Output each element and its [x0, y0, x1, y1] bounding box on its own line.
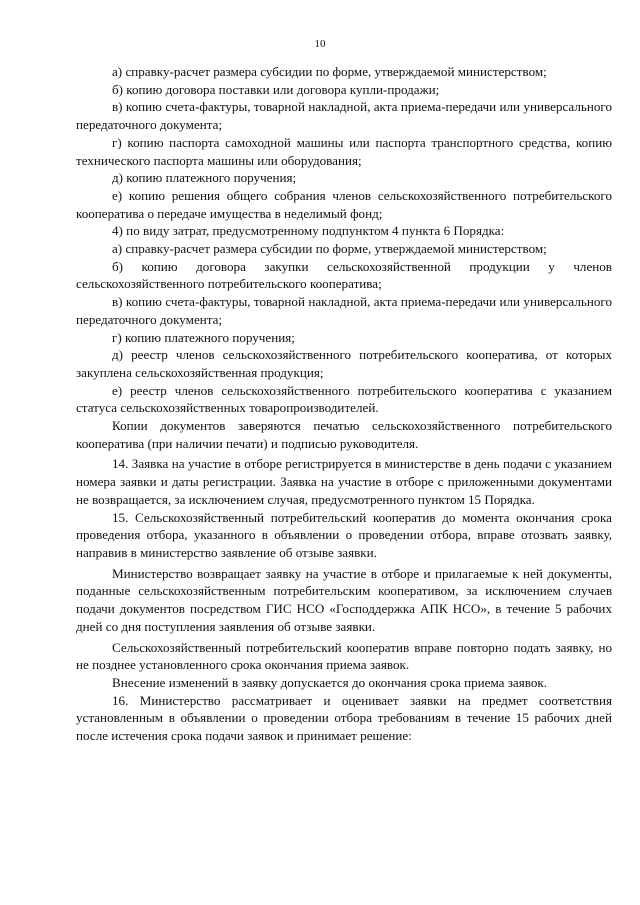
document-body [76, 63, 612, 745]
paragraph: 16. Министерство рассматривает и оценивает заявки на предмет соответствия установленным в объявлении о проведении отбора требованиям в течение 15 рабочих дней после истечения срока подачи заявок и принимает решение: [76, 692, 612, 744]
paragraph: а) справку-расчет размера субсидии по форме, утверждаемой министерством; [112, 64, 547, 79]
paragraph: в) копию счета-фактуры, товарной накладной, акта приема-передачи или универсального передаточного документа; [76, 99, 612, 133]
paragraph: в) копию счета-фактуры, товарной накладной, акта приема-передачи или универсального передаточного документа; [76, 294, 612, 327]
paragraph: д) реестр членов сельскохозяйственного потребительского кооператива, от которых закуплена сельскохозяйственная продукция; [76, 347, 612, 380]
paragraph: Внесение изменений в заявку допускается до окончания срока приема заявок. [112, 674, 548, 690]
paragraph: 4) по виду затрат, предусмотренному подпунктом 4 пункта 6 Порядка: [112, 223, 505, 239]
paragraph: б) копию договора закупки сельскохозяйственной продукции у членов сельскохозяйственного потребительского кооператива; [76, 258, 612, 292]
paragraph: е) реестр членов сельскохозяйственного потребительского кооператива с указанием статуса сельскохозяйственных товаропроизводителей. [76, 382, 612, 416]
paragraph: г) копию паспорта самоходной машины или паспорта транспортного средства, копию технического паспорта машины или оборудования; [76, 134, 612, 168]
paragraph: е) копию решения общего собрания членов сельскохозяйственного потребительского кооператива о передаче имущества в неделимый фонд; [76, 187, 612, 221]
paragraph: д) копию платежного поручения; [112, 170, 297, 186]
paragraph: Министерство возвращает заявку на участие в отборе и прилагаемые к ней документы, поданные сельскохозяйственным потребительским кооперативом, за исключением случаев подачи документов посредством ГИС НСО «Господдержка АПК НСО», в течение 5 рабочих дней со дня поступления заявления об отзыве заявки. [76, 565, 612, 634]
paragraph: б) копию договора поставки или договора купли-продажи; [112, 81, 440, 97]
paragraph: г) копию платежного поручения; [112, 329, 295, 345]
paragraph: а) справку-расчет размера субсидии по форме, утверждаемой министерством; [112, 241, 547, 257]
paragraph: 14. Заявка на участие в отборе регистрируется в министерстве в день подачи с указанием номера заявки и даты регистрации. Заявка на участие в отборе с приложенными документами не возвращается, за исключением случая, предусмотренного пунктом 15 Порядка. [76, 456, 612, 507]
paragraph: Копии документов заверяются печатью сельскохозяйственного потребительского кооператива (при наличии печати) и подписью руководителя. [76, 418, 612, 451]
paragraph: Сельскохозяйственный потребительский кооператив вправе повторно подать заявку, но не позднее установленного срока окончания приема заявок. [76, 639, 612, 673]
paragraph: 15. Сельскохозяйственный потребительский кооператив до момента окончания срока проведения отбора, указанного в объявлении о проведении отбора, вправе отозвать заявку, направив в министерство заявление об отзыве заявки. [76, 509, 612, 560]
page-number: 10 [314, 38, 326, 50]
